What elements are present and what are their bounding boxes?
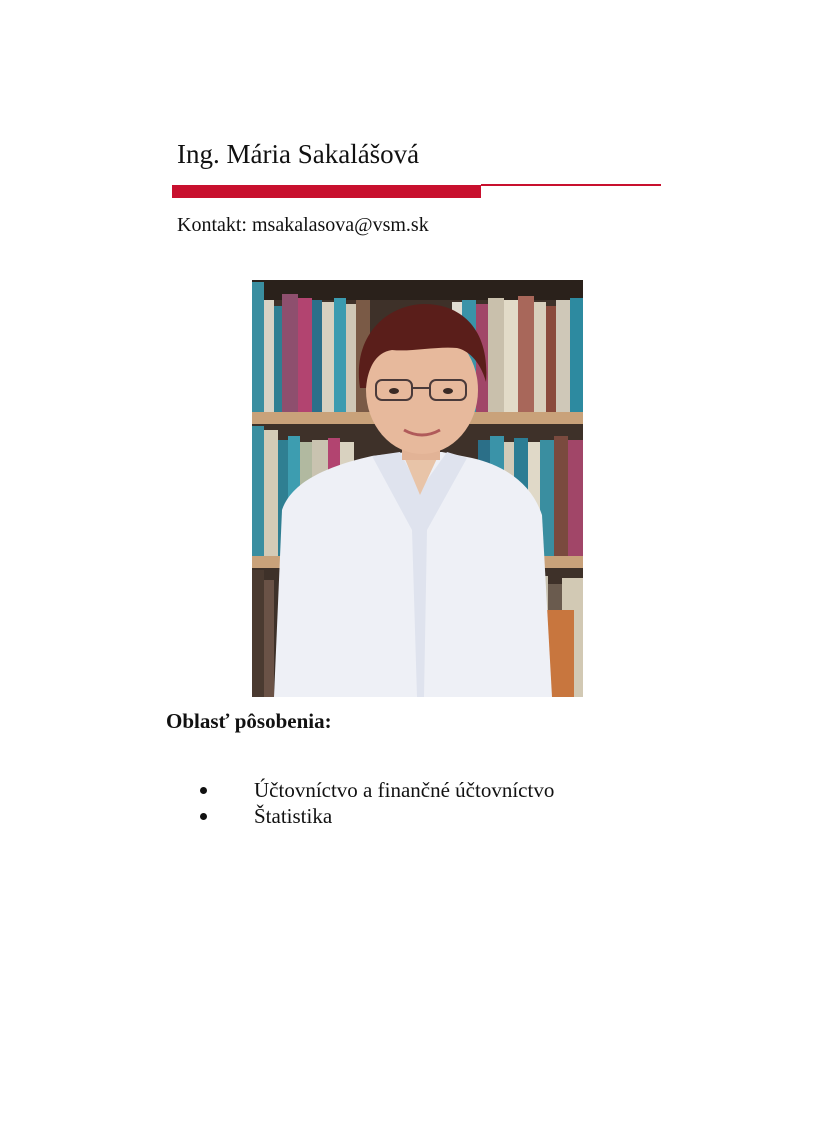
person-name: Ing. Mária Sakalášová <box>177 139 420 169</box>
portrait-photo <box>252 280 583 697</box>
bullet-icon <box>200 813 207 820</box>
areas-heading: Oblasť pôsobenia: <box>166 709 332 733</box>
accent-rule-thin <box>481 184 661 186</box>
area-label: Štatistika <box>254 804 333 828</box>
area-label: Účtovníctvo a finančné účtovníctvo <box>254 778 555 802</box>
accent-rule-thick <box>172 185 481 198</box>
contact-line: Kontakt: msakalasova@vsm.sk <box>177 214 429 236</box>
bullet-icon <box>200 787 207 794</box>
